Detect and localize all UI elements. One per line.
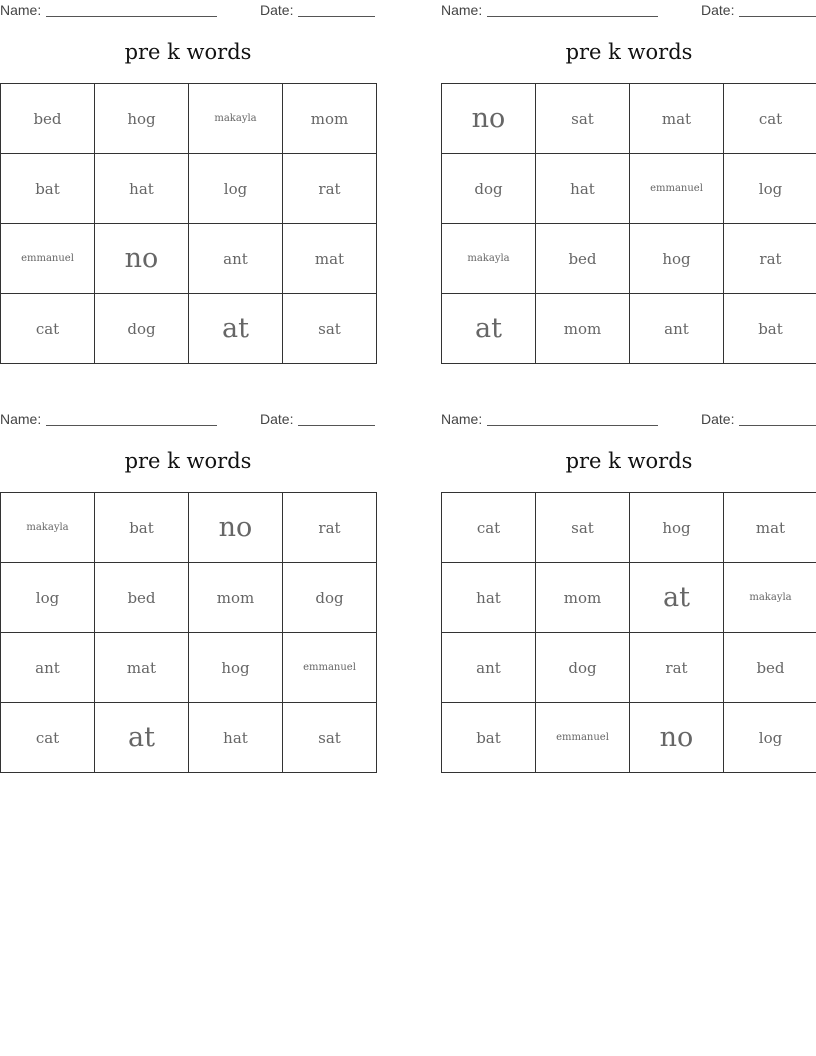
word-cell: cat: [1, 294, 95, 364]
card-header: [0, 0, 376, 22]
word-cell: ant: [442, 633, 536, 703]
card-header: [441, 0, 816, 22]
word-cell: mom: [536, 563, 630, 633]
grid-row: [442, 224, 816, 294]
word-cell: at: [189, 294, 283, 364]
word-cell: cat: [724, 84, 816, 154]
word-cell: ant: [189, 224, 283, 294]
word-cell: mat: [283, 224, 377, 294]
word-cell: log: [724, 703, 816, 773]
word-cell: mat: [95, 633, 189, 703]
word-cell: rat: [283, 154, 377, 224]
word-cell: at: [442, 294, 536, 364]
word-cell: no: [189, 493, 283, 563]
card-title: pre k words: [565, 40, 693, 64]
card-header: [441, 409, 816, 431]
word-cell: bed: [1, 84, 95, 154]
grid-row: [1, 493, 377, 563]
date-label: Date:: [260, 2, 294, 18]
grid-row: [442, 294, 816, 364]
grid-row: [1, 224, 377, 294]
word-cell: hat: [95, 154, 189, 224]
word-cell: bed: [536, 224, 630, 294]
word-cell: cat: [1, 703, 95, 773]
date-blank-line: [298, 425, 375, 426]
word-cell: ant: [630, 294, 724, 364]
word-grid: [0, 83, 377, 364]
word-grid: [441, 83, 816, 364]
card-header: [0, 409, 376, 431]
word-cell: dog: [442, 154, 536, 224]
word-cell: dog: [283, 563, 377, 633]
date-blank-line: [739, 16, 816, 17]
grid-row: [1, 633, 377, 703]
grid-row: [1, 84, 377, 154]
word-cell: emmanuel: [630, 154, 724, 224]
word-cell: no: [630, 703, 724, 773]
name-blank-line: [487, 16, 658, 17]
word-cell: at: [630, 563, 724, 633]
word-cell: no: [95, 224, 189, 294]
word-cell: ant: [1, 633, 95, 703]
word-cell: cat: [442, 493, 536, 563]
word-cell: makayla: [724, 563, 816, 633]
bingo-card: [0, 0, 376, 344]
word-cell: emmanuel: [1, 224, 95, 294]
word-cell: makayla: [189, 84, 283, 154]
word-cell: hat: [189, 703, 283, 773]
bingo-card: [0, 409, 376, 753]
grid-row: [1, 703, 377, 773]
word-cell: mom: [189, 563, 283, 633]
word-grid: [0, 492, 377, 773]
word-cell: hog: [95, 84, 189, 154]
word-cell: bed: [724, 633, 816, 703]
word-cell: hog: [189, 633, 283, 703]
word-cell: no: [442, 84, 536, 154]
word-cell: sat: [536, 84, 630, 154]
name-blank-line: [46, 16, 217, 17]
name-label: Name:: [0, 2, 42, 18]
grid-row: [442, 563, 816, 633]
date-label: Date:: [701, 411, 735, 427]
word-cell: makayla: [1, 493, 95, 563]
word-cell: mat: [630, 84, 724, 154]
word-cell: mom: [283, 84, 377, 154]
date-blank-line: [298, 16, 375, 17]
grid-row: [442, 703, 816, 773]
word-cell: log: [724, 154, 816, 224]
date-blank-line: [739, 425, 816, 426]
grid-row: [442, 154, 816, 224]
word-cell: emmanuel: [283, 633, 377, 703]
name-blank-line: [487, 425, 658, 426]
card-title: pre k words: [124, 40, 252, 64]
name-label: Name:: [441, 2, 483, 18]
name-blank-line: [46, 425, 217, 426]
bingo-card: [441, 0, 816, 344]
word-cell: makayla: [442, 224, 536, 294]
card-title: pre k words: [124, 449, 252, 473]
word-cell: sat: [536, 493, 630, 563]
bingo-card: [441, 409, 816, 753]
word-cell: log: [189, 154, 283, 224]
date-label: Date:: [260, 411, 294, 427]
date-label: Date:: [701, 2, 735, 18]
word-grid: [441, 492, 816, 773]
word-cell: rat: [283, 493, 377, 563]
card-title: pre k words: [565, 449, 693, 473]
word-cell: at: [95, 703, 189, 773]
word-cell: hat: [442, 563, 536, 633]
word-cell: dog: [536, 633, 630, 703]
word-cell: sat: [283, 294, 377, 364]
word-cell: hog: [630, 493, 724, 563]
name-label: Name:: [441, 411, 483, 427]
word-cell: rat: [724, 224, 816, 294]
word-cell: hog: [630, 224, 724, 294]
word-cell: dog: [95, 294, 189, 364]
word-cell: mom: [536, 294, 630, 364]
grid-row: [1, 563, 377, 633]
word-cell: emmanuel: [536, 703, 630, 773]
word-cell: bat: [95, 493, 189, 563]
word-cell: bed: [95, 563, 189, 633]
word-cell: hat: [536, 154, 630, 224]
grid-row: [442, 633, 816, 703]
word-cell: bat: [724, 294, 816, 364]
grid-row: [1, 154, 377, 224]
word-cell: rat: [630, 633, 724, 703]
word-cell: mat: [724, 493, 816, 563]
word-cell: bat: [442, 703, 536, 773]
word-cell: log: [1, 563, 95, 633]
grid-row: [1, 294, 377, 364]
word-cell: sat: [283, 703, 377, 773]
name-label: Name:: [0, 411, 42, 427]
grid-row: [442, 84, 816, 154]
word-cell: bat: [1, 154, 95, 224]
grid-row: [442, 493, 816, 563]
